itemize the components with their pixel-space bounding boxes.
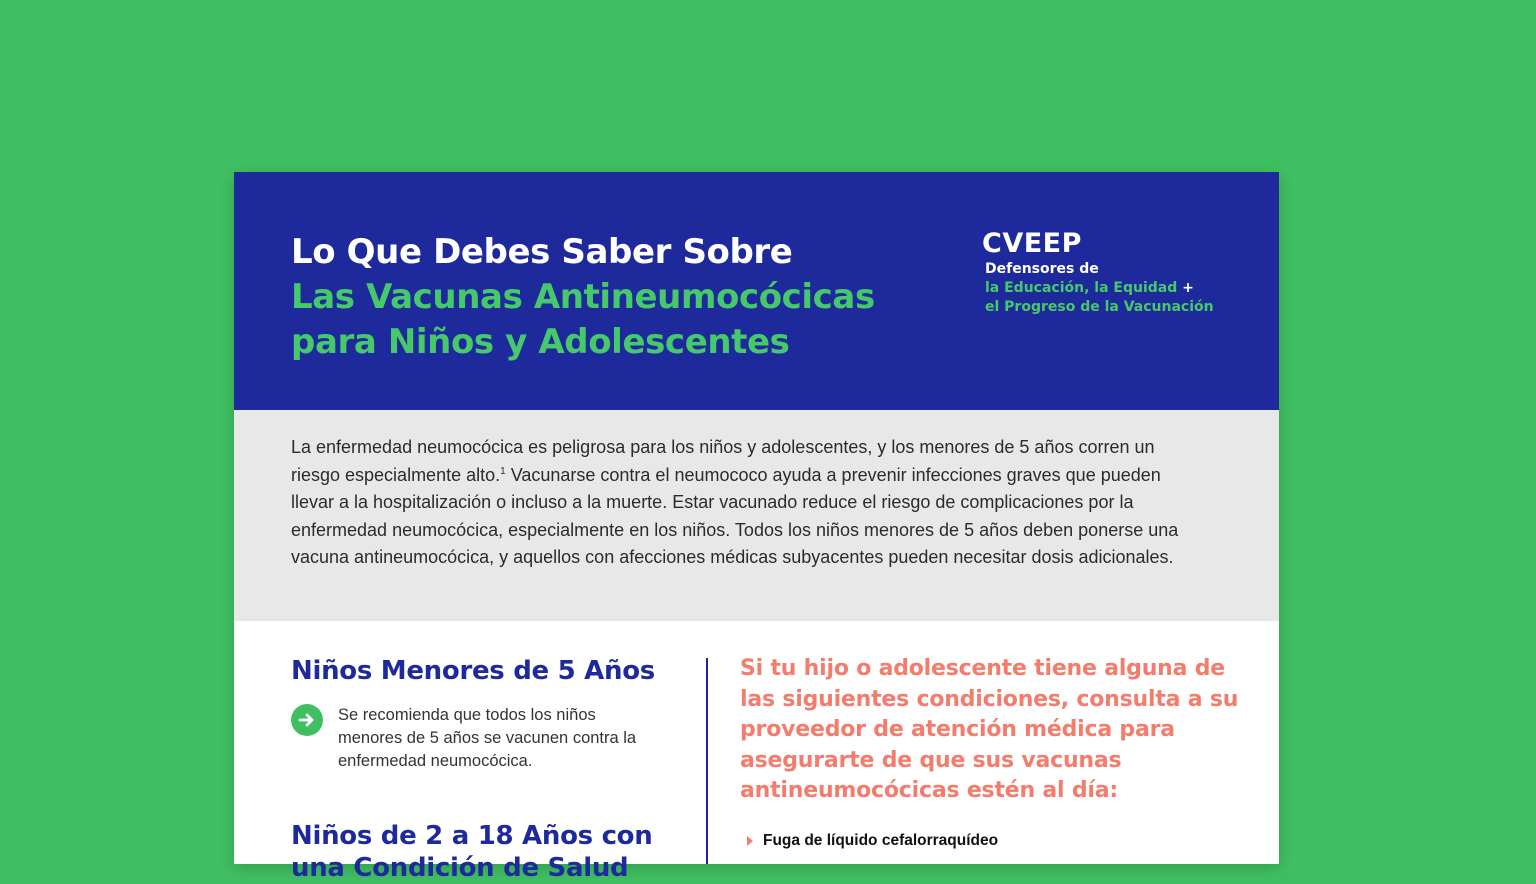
condition-item bbox=[740, 831, 1240, 851]
logo-plus: + bbox=[1177, 280, 1194, 296]
condition-text: Fuga de líquido cefalorraquídeo bbox=[763, 831, 999, 849]
left-column bbox=[291, 655, 691, 773]
cveep-logo bbox=[982, 228, 1272, 317]
intro-text-after: Vacunarse contra el neumococo ayuda a prevenir infecciones graves que pueden llevar a la hospitalización o incluso a la muerte. Estar vacunado reduce el riesgo de complicaciones por la enfermedad neumocócica, especialmente en los niños. Todos los niños menores de 5 años deben ponerse una vacuna antineumocócica, y aquellos con afecciones médicas subyacentes pueden necesitar dosis adicionales. bbox=[291, 464, 1179, 568]
conditions-callout: Si tu hijo o adolescente tiene alguna de las siguientes condiciones, consulta a su proveedor de atención médica para asegurarte de que sus vacunas antineumocócicas estén al día: bbox=[740, 656, 1239, 803]
logo-line-2 bbox=[985, 279, 1272, 298]
logo-line-2-text: la Educación, la Equidad bbox=[985, 280, 1178, 296]
column-divider bbox=[706, 658, 708, 864]
recommendation-item bbox=[291, 704, 691, 773]
heading-2-to-18-line-1: Niños de 2 a 18 Años con bbox=[291, 821, 653, 851]
logo-line-3: el Progreso de la Vacunación bbox=[985, 299, 1214, 315]
arrow-right-circle-icon bbox=[291, 704, 323, 736]
page-title bbox=[291, 230, 971, 365]
header-banner bbox=[234, 172, 1279, 410]
right-column bbox=[740, 654, 1240, 851]
intro-section bbox=[234, 410, 1279, 621]
heading-under-5: Niños Menores de 5 Años bbox=[291, 656, 655, 686]
recommendation-text: Se recomienda que todos los niños menores de 5 años se vacunen contra la enfermedad neumocócica. bbox=[338, 706, 637, 770]
heading-2-to-18-line-2: una Condición de Salud bbox=[291, 853, 629, 883]
logo-brand: CVEEP bbox=[982, 228, 1082, 259]
footnote-ref: 1 bbox=[500, 465, 506, 477]
triangle-bullet-icon bbox=[747, 836, 753, 846]
title-line-3: para Niños y Adolescentes bbox=[291, 322, 790, 362]
intro-text-before: La enfermedad neumocócica es peligrosa para los niños y adolescentes, y los menores de 5 años corren un riesgo especialmente alto. bbox=[291, 437, 1155, 485]
title-line-1: Lo Que Debes Saber Sobre bbox=[291, 232, 793, 272]
heading-2-to-18 bbox=[291, 820, 691, 884]
fact-sheet bbox=[234, 172, 1279, 883]
title-line-2: Las Vacunas Antineumocócicas bbox=[291, 277, 875, 317]
logo-line-1: Defensores de bbox=[985, 261, 1099, 277]
intro-paragraph bbox=[291, 434, 1191, 572]
